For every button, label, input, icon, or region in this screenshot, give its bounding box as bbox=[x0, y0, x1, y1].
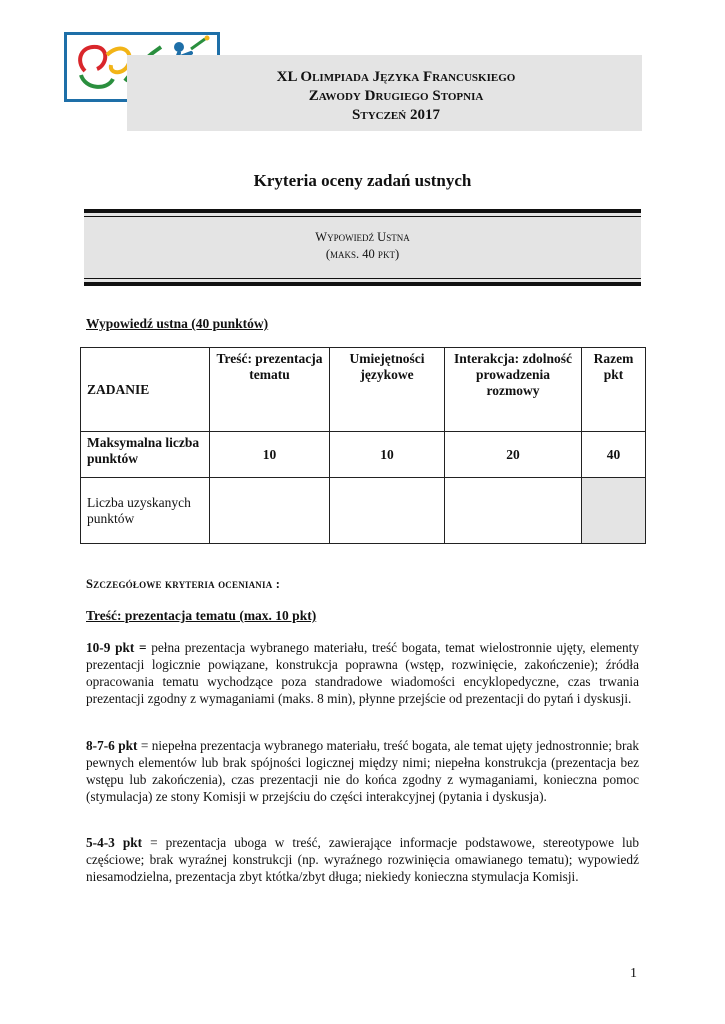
section-heading-line1: Wypowiedź Ustna bbox=[315, 230, 410, 244]
criteria-paragraph-3 bbox=[86, 834, 639, 885]
content-heading: Treść: prezentacja tematu (max. 10 pkt) bbox=[86, 608, 317, 623]
header-cell-total: Razem pkt bbox=[582, 348, 646, 432]
band-rule-bottom bbox=[84, 278, 641, 279]
criteria-text-3: = prezentacja uboga w treść, zawierające informacje podstawowe, stereotypowe lub częściowe; brak wyraźnej konstrukcji (np. wyraźnego rozwinięcia omawianego tematu); wypowiedź niesamodzielna, prezentacja zbyt któtka/zbyt długa; niekiedy konieczna stymulacja Komisji. bbox=[86, 835, 639, 884]
table-row-max bbox=[81, 432, 646, 478]
header-cell-language: Umiejętności językowe bbox=[330, 348, 445, 432]
max-interaction-value: 20 bbox=[445, 432, 582, 478]
section-heading bbox=[0, 229, 725, 263]
obtained-language-cell[interactable] bbox=[330, 478, 445, 544]
header-line-olympiad: XL Olimpiada Języka Francuskiego bbox=[276, 69, 516, 85]
page-number: 1 bbox=[630, 966, 637, 981]
obtained-interaction-cell[interactable] bbox=[445, 478, 582, 544]
table-header-row bbox=[81, 348, 646, 432]
points-range-1: 10-9 pkt = bbox=[86, 640, 147, 655]
max-content-value: 10 bbox=[210, 432, 330, 478]
page-title: Kryteria oceny zadań ustnych bbox=[253, 171, 472, 190]
score-table bbox=[80, 347, 646, 544]
criteria-text-1: pełna prezentacja wybranego materiału, treść bogata, temat wielostronnie ujęty, elementy prezentacji logicznie powiązane, konstrukcja poprawna (wstęp, rozwinięcie, zakończenie); źródła opracowania tematu wychodzące poza standradowe wiadomości encyklopedyczne, czas trwania prezentacji zgodny z wymaganiami (maks. 8 min), płynne przejście od prezentacji do pytań i dyskusji. bbox=[86, 640, 639, 706]
section-heading-line2: (maks. 40 pkt) bbox=[325, 247, 400, 261]
header-line-stage: Zawody Drugiego Stopnia bbox=[308, 88, 484, 104]
header-cell-interaction: Interakcja: zdolność prowadzenia rozmowy bbox=[445, 348, 582, 432]
oral-subheading: Wypowiedź ustna (40 punktów) bbox=[86, 316, 269, 331]
header-line-date: Styczeń 2017 bbox=[352, 107, 440, 123]
header-title-block bbox=[196, 68, 596, 125]
band-rule-top bbox=[84, 216, 641, 217]
header-cell-content: Treść: prezentacja tematu bbox=[210, 348, 330, 432]
row-label-obtained: Liczba uzyskanych punktów bbox=[81, 478, 210, 544]
criteria-text-2: = niepełna prezentacja wybranego materiału, treść bogata, ale temat ujęty jednostronnie; brak pewnych elementów lub brak spójności logicznej między nimi; niepełna konstrukcja (prezentacja bez wstępu lub zakończenia), czas prezentacji nie do końca zgodny z wymaganiami, konieczna pomoc (stymulacja) ze stony Komisji w przejściu do części interakcyjnej (pytania i dyskusja). bbox=[86, 738, 640, 804]
criteria-label: Szczegółowe kryteria oceniania : bbox=[86, 577, 281, 591]
criteria-paragraph-2 bbox=[86, 737, 639, 805]
obtained-total-cell[interactable] bbox=[582, 478, 646, 544]
row-label-max: Maksymalna liczba punktów bbox=[81, 432, 210, 478]
points-range-3: 5-4-3 pkt bbox=[86, 835, 143, 850]
max-language-value: 10 bbox=[330, 432, 445, 478]
obtained-content-cell[interactable] bbox=[210, 478, 330, 544]
criteria-paragraph-1 bbox=[86, 639, 639, 707]
header-cell-task: ZADANIE bbox=[81, 348, 210, 432]
max-total-value: 40 bbox=[582, 432, 646, 478]
points-range-2: 8-7-6 pkt bbox=[86, 738, 138, 753]
table-row-obtained bbox=[81, 478, 646, 544]
